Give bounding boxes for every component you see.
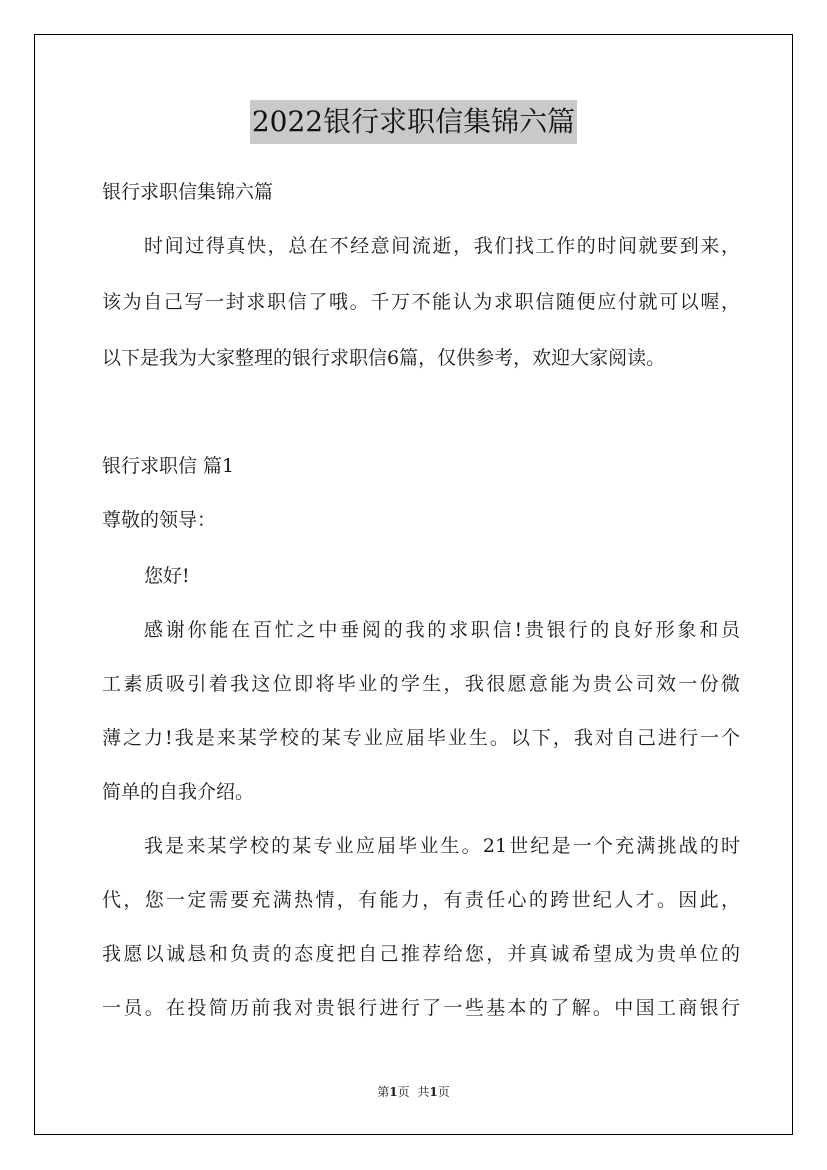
greeting: 您好! [144, 565, 190, 587]
intro-line-3: 以下是我为大家整理的银行求职信6篇，仅供参考，欢迎大家阅读。 [102, 347, 666, 369]
salutation: 尊敬的领导： [102, 509, 217, 531]
footer-page-prefix: 第 [377, 1085, 390, 1099]
paragraph1-line-1: 感谢你能在百忙之中垂阅的我的求职信!贵银行的良好形象和员 [144, 619, 740, 641]
paragraph2-line-2: 代，您一定需要充满热情，有能力，有责任心的跨世纪人才。因此， [102, 889, 740, 911]
title-container [0, 100, 827, 144]
footer-total-suffix: 页 [437, 1085, 450, 1099]
paragraph2-line-4: 一员。在投简历前我对贵银行进行了一些基本的了解。中国工商银行 [102, 997, 740, 1019]
intro-line-1: 时间过得真快，总在不经意间流逝，我们找工作的时间就要到来， [144, 235, 740, 257]
intro-line-2: 该为自己写一封求职信了哦。千万不能认为求职信随便应付就可以喔， [102, 291, 740, 313]
footer-page-suffix: 页 [397, 1085, 410, 1099]
footer-total-prefix: 共 [417, 1085, 430, 1099]
paragraph2-line-1: 我是来某学校的某专业应届毕业生。21世纪是一个充满挑战的时 [144, 835, 740, 857]
page-footer [0, 1083, 827, 1101]
paragraph2-line-3: 我愿以诚恳和负责的态度把自己推荐给您，并真诚希望成为贵单位的 [102, 943, 740, 965]
paragraph1-line-4: 简单的自我介绍。 [102, 781, 255, 803]
document-title: 2022银行求职信集锦六篇 [250, 100, 577, 144]
paragraph1-line-3: 薄之力!我是来某学校的某专业应届毕业生。以下，我对自己进行一个 [102, 727, 740, 749]
section-heading: 银行求职信 篇1 [102, 455, 235, 477]
footer-total-number: 1 [429, 1085, 438, 1099]
document-subtitle: 银行求职信集锦六篇 [102, 181, 274, 203]
paragraph1-line-2: 工素质吸引着我这位即将毕业的学生，我很愿意能为贵公司效一份微 [102, 673, 740, 695]
footer-page-number: 1 [389, 1085, 398, 1099]
